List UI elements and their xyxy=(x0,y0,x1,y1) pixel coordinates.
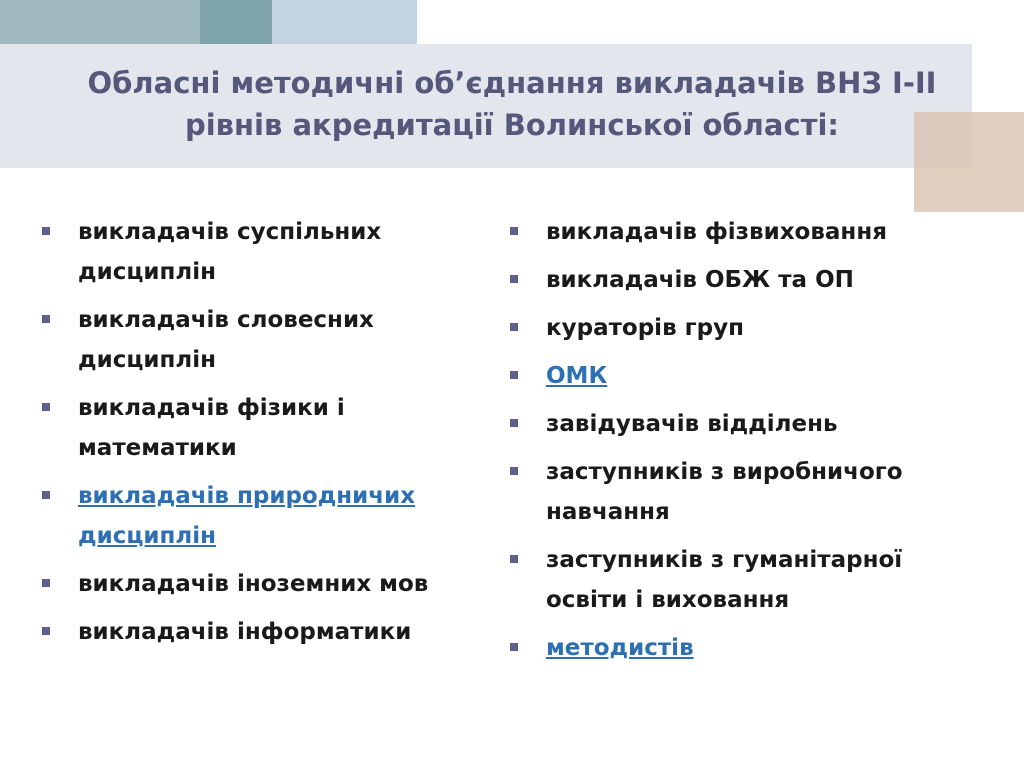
square-bullet-icon xyxy=(510,323,518,331)
list-item-text: викладачів інформатики xyxy=(78,619,412,645)
list-item-text: викладачів суспільних дисциплін xyxy=(78,219,382,285)
square-bullet-icon xyxy=(42,627,50,635)
square-bullet-icon xyxy=(42,491,50,499)
square-bullet-icon xyxy=(42,579,50,587)
square-bullet-icon xyxy=(42,227,50,235)
list-item-text: заступників з гуманітарної освіти і виховання xyxy=(546,547,903,613)
list-item xyxy=(508,308,978,348)
list-item xyxy=(40,212,490,292)
square-bullet-icon xyxy=(510,643,518,651)
list-item-text: викладачів ОБЖ та ОП xyxy=(546,267,854,293)
list-item-text: викладачів словесних дисциплін xyxy=(78,307,374,373)
list-item-text: викладачів фізики і математики xyxy=(78,395,345,461)
list-item xyxy=(40,564,490,604)
square-bullet-icon xyxy=(42,403,50,411)
square-bullet-icon xyxy=(510,555,518,563)
list-item xyxy=(508,260,978,300)
list-item-link[interactable]: методистів xyxy=(546,635,694,661)
list-item xyxy=(40,476,490,556)
list-item-text: завідувачів відділень xyxy=(546,411,838,437)
list-item xyxy=(508,628,978,668)
list-item xyxy=(508,356,978,396)
square-bullet-icon xyxy=(510,275,518,283)
square-bullet-icon xyxy=(510,371,518,379)
list-item xyxy=(508,404,978,444)
square-bullet-icon xyxy=(42,315,50,323)
slide-title: Обласні методичні об’єднання викладачів ВНЗ І-ІІ рівнів акредитації Волинської області: xyxy=(87,66,937,142)
list-item-text: заступників з виробничого навчання xyxy=(546,459,903,525)
left-bullet-list xyxy=(40,212,490,660)
list-item xyxy=(508,452,978,532)
list-item-text: викладачів фізвиховання xyxy=(546,219,887,245)
list-item-link[interactable]: ОМК xyxy=(546,363,608,389)
list-item xyxy=(40,300,490,380)
list-item xyxy=(508,212,978,252)
list-item-link[interactable]: викладачів природничих дисциплін xyxy=(78,483,416,549)
square-bullet-icon xyxy=(510,227,518,235)
square-bullet-icon xyxy=(510,419,518,427)
list-item-text: кураторів груп xyxy=(546,315,744,341)
list-item xyxy=(40,612,490,652)
right-bullet-list xyxy=(508,212,978,676)
list-item xyxy=(40,388,490,468)
list-item xyxy=(508,540,978,620)
square-bullet-icon xyxy=(510,467,518,475)
list-item-text: викладачів іноземних мов xyxy=(78,571,429,597)
